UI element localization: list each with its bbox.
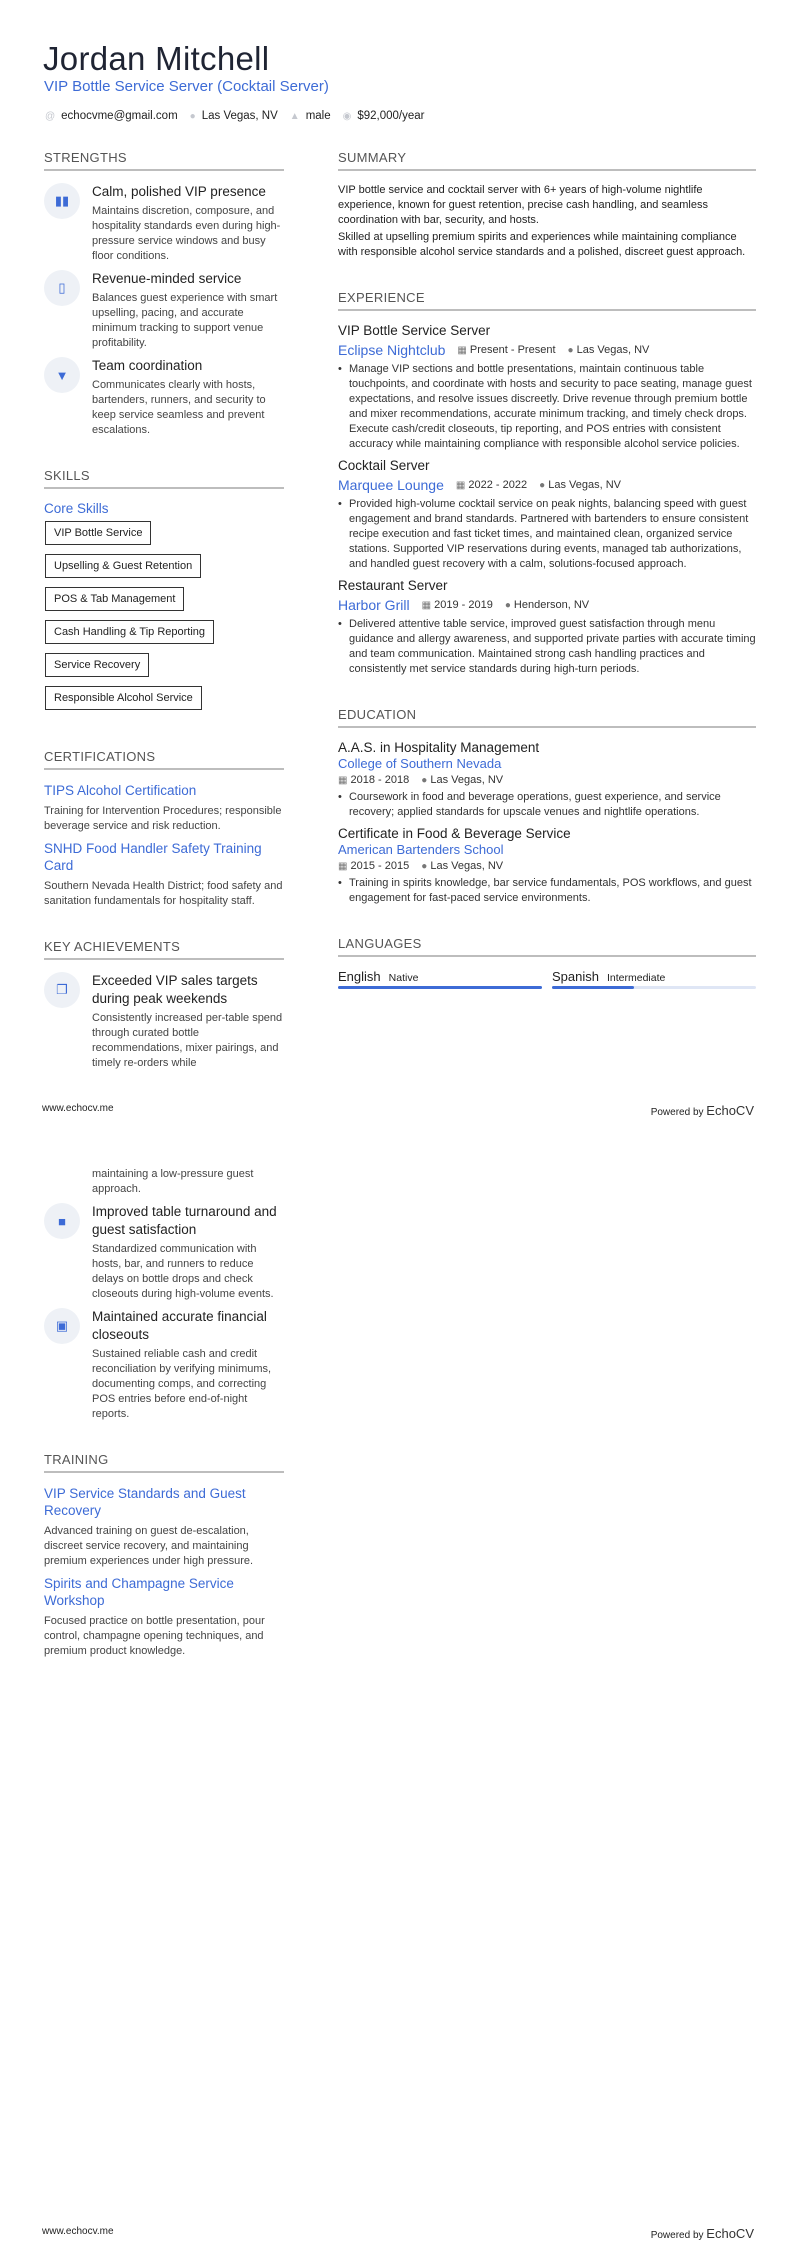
strength-title: Calm, polished VIP presence <box>92 184 266 199</box>
section-heading: SKILLS <box>44 468 284 489</box>
skill-tag: Upselling & Guest Retention <box>45 554 201 578</box>
map-pin-icon: ● <box>421 775 428 786</box>
achievement-item <box>44 1203 284 1302</box>
powered-by-text: Powered by <box>650 1107 704 1118</box>
job-title: Cocktail Server <box>338 458 430 473</box>
book-open-icon: ▮▮ <box>44 183 80 219</box>
summary-paragraph: Skilled at upselling premium spirits and experiences while maintaining compliance with responsible alcohol service standards and a polished, discreet guest approach. <box>338 231 746 258</box>
proficiency-bar <box>552 986 756 989</box>
job-location: Las Vegas, NV <box>548 479 621 491</box>
achievement-item <box>44 1308 284 1422</box>
training-section <box>44 1452 284 1659</box>
job-bullet: • Delivered attentive table service, improved guest satisfaction through menu guidance and allergy awareness, and supported private parties with accurate timing and team communication. Maintained strong cash handling practices and consistently met service standards during high-turn periods. <box>338 617 756 677</box>
contact-text: $92,000/year <box>357 110 425 122</box>
section-heading: SUMMARY <box>338 150 756 171</box>
strength-item <box>44 270 284 351</box>
job-dates: Present - Present <box>469 344 556 356</box>
experience-section <box>338 290 756 677</box>
proficiency-fill <box>552 986 634 989</box>
education-bullet: • Training in spirits knowledge, bar service fundamentals, POS workflows, and guest engagement for fast-paced service environments. <box>338 876 756 906</box>
calendar-icon: ▦ <box>338 775 348 786</box>
comment-icon: ▼ <box>44 357 80 393</box>
certification-desc: Southern Nevada Health District; food safety and sanitation fundamentals for hospitality staff. <box>44 880 283 907</box>
company-name: Harbor Grill <box>338 597 410 613</box>
certification-title: SNHD Food Handler Safety Training Card <box>44 841 262 873</box>
job-bullet: • Provided high-volume cocktail service on peak nights, balancing speed with guest engagement and brand standards. Partnered with bartenders to ensure consistent recipe execution and fast ticket times, and maintained clean, organized service stations. Supported VIP reservations during events, managed tab authorizations, and handled guest recovery with a calm, solutions-focused approach. <box>338 497 756 572</box>
job-entry <box>338 578 756 677</box>
education-bullet: • Coursework in food and beverage operations, guest experience, and service recovery; applied standards for upscale venues and nightlife operations. <box>338 790 756 820</box>
language-item <box>552 969 756 989</box>
certifications-section <box>44 749 284 909</box>
skill-tag: Cash Handling & Tip Reporting <box>45 620 214 644</box>
contact-item <box>190 110 278 122</box>
training-desc: Advanced training on guest de-escalation, discreet service recovery, and maintaining premium experiences under high pressure. <box>44 1525 254 1567</box>
section-heading: LANGUAGES <box>338 936 756 957</box>
job-title: VIP Bottle Service Server (Cocktail Server) <box>44 78 329 95</box>
page-2 <box>0 1123 794 2246</box>
training-title: Spirits and Champagne Service Workshop <box>44 1576 234 1608</box>
section-heading: TRAINING <box>44 1452 284 1473</box>
calendar-icon: ▦ <box>457 345 467 356</box>
strength-desc: Maintains discretion, composure, and hospitality standards even during high-pressure service windows and busy floor conditions. <box>92 205 281 262</box>
section-heading: EDUCATION <box>338 707 756 728</box>
degree: A.A.S. in Hospitality Management <box>338 740 540 755</box>
contact-row <box>45 110 425 122</box>
summary-section <box>338 150 756 260</box>
footer-powered <box>651 1103 754 1118</box>
strength-desc: Balances guest experience with smart upselling, pacing, and accurate minimum tracking to support venue profitability. <box>92 292 278 349</box>
achievement-desc: Standardized communication with hosts, bar, and runners to reduce delays on bottle drops and check closeouts during high-volume events. <box>92 1243 274 1300</box>
summary-paragraph: VIP bottle service and cocktail server with 6+ years of high-volume nightlife experience, known for guest retention, precise cash handling, and seamless coordination with bar, security, and hosts. <box>338 184 708 226</box>
skill-tag: VIP Bottle Service <box>45 521 151 545</box>
language-level: Intermediate <box>606 972 666 984</box>
left-column <box>44 1167 284 1685</box>
skills-section <box>44 468 284 719</box>
skill-group-title: Core Skills <box>44 501 109 516</box>
calendar-icon: ▦ <box>455 480 466 491</box>
file-icon: ■ <box>44 1203 80 1239</box>
proficiency-fill <box>338 986 542 989</box>
school-name: College of Southern Nevada <box>338 756 502 771</box>
footer-site-link[interactable]: www.echocv.me <box>42 1103 114 1114</box>
contact-text: Las Vegas, NV <box>201 110 278 122</box>
money-icon: ◉ <box>342 110 352 122</box>
job-title: VIP Bottle Service Server <box>338 323 491 338</box>
section-heading: KEY ACHIEVEMENTS <box>44 939 284 960</box>
clipboard-icon: ❐ <box>44 972 80 1008</box>
contact-text: male <box>305 110 331 122</box>
section-heading: CERTIFICATIONS <box>44 749 284 770</box>
job-entry <box>338 458 756 572</box>
school-name: American Bartenders School <box>338 842 504 857</box>
brand-logo: EchoCV <box>706 1103 754 1118</box>
achievement-desc: Consistently increased per-table spend through curated bottle recommendations, mixer pairings, and timely re-orders while <box>92 1012 283 1069</box>
mobile-icon: ▯ <box>44 270 80 306</box>
footer-site-link[interactable]: www.echocv.me <box>42 2226 114 2237</box>
job-dates: 2022 - 2022 <box>468 479 528 491</box>
job-bullet: • Manage VIP sections and bottle presentations, maintain continuous table touchpoints, and coordinate with hosts and security to pace seating, manage guest expectations, and resolve issues discreetly. Drive revenue through premium bottle and mixer recommendations, accurate minimum tracking, and timely check drops. Execute cash/credit closeouts, tip reporting, and POS entries with consistent accuracy while maintaining compliance with responsible alcohol service policies. <box>338 362 756 452</box>
section-heading: STRENGTHS <box>44 150 284 171</box>
strength-title: Team coordination <box>92 358 203 373</box>
left-column <box>44 150 284 1097</box>
map-pin-icon: ● <box>421 861 428 872</box>
certification-desc: Training for Intervention Procedures; responsible beverage service and risk reduction. <box>44 805 282 832</box>
strength-item <box>44 357 284 438</box>
job-dates: 2019 - 2019 <box>434 599 493 611</box>
user-icon: ▲ <box>289 110 300 122</box>
company-name: Marquee Lounge <box>338 477 444 493</box>
contact-text: echocvme@gmail.com <box>61 110 178 122</box>
achievement-title: Maintained accurate financial closeouts <box>92 1309 267 1342</box>
strength-item <box>44 183 284 264</box>
certification-title: TIPS Alcohol Certification <box>44 783 197 798</box>
right-column <box>338 150 756 1015</box>
education-entry <box>338 826 756 906</box>
skill-tag: Service Recovery <box>45 653 149 677</box>
achievement-desc: maintaining a low-pressure guest approach. <box>92 1168 254 1195</box>
skill-tag: POS & Tab Management <box>45 587 184 611</box>
training-title: VIP Service Standards and Guest Recovery <box>44 1486 246 1518</box>
company-name: Eclipse Nightclub <box>338 342 446 358</box>
language-name: English <box>338 969 381 984</box>
strength-desc: Communicates clearly with hosts, bartenders, runners, and security to keep service seamless and prevent escalations. <box>92 379 266 436</box>
skill-tag: Responsible Alcohol Service <box>45 686 202 710</box>
training-desc: Focused practice on bottle presentation, pour control, champagne opening techniques, and premium product knowledge. <box>44 1615 265 1657</box>
strength-title: Revenue-minded service <box>92 271 242 286</box>
powered-by-text: Powered by <box>650 2230 704 2241</box>
strengths-section <box>44 150 284 438</box>
contact-item <box>343 110 425 122</box>
section-heading: EXPERIENCE <box>338 290 756 311</box>
education-location: Las Vegas, NV <box>430 860 504 872</box>
education-location: Las Vegas, NV <box>430 774 504 786</box>
map-pin-icon: ● <box>567 345 574 356</box>
map-pin-icon: ● <box>504 600 511 611</box>
at-icon: @ <box>45 110 56 122</box>
language-level: Native <box>388 972 419 984</box>
map-pin-icon: ● <box>539 480 546 491</box>
candidate-name: Jordan Mitchell <box>43 40 270 77</box>
footer-powered <box>651 2226 754 2241</box>
education-dates: 2015 - 2015 <box>350 860 410 872</box>
achievements-section <box>44 939 284 1071</box>
language-item <box>338 969 542 989</box>
comments-icon: ▣ <box>44 1308 80 1344</box>
map-pin-icon: ● <box>189 110 196 122</box>
contact-item <box>45 110 178 122</box>
achievement-desc: Sustained reliable cash and credit reconciliation by verifying minimums, documenting comps, and correcting POS entries before end-of-night reports. <box>92 1348 272 1420</box>
contact-item <box>290 110 331 122</box>
achievement-item <box>44 972 284 1071</box>
proficiency-bar <box>338 986 542 989</box>
job-title: Restaurant Server <box>338 578 448 593</box>
brand-logo: EchoCV <box>706 2226 754 2241</box>
languages-section <box>338 936 756 989</box>
language-name: Spanish <box>552 969 599 984</box>
calendar-icon: ▦ <box>338 861 348 872</box>
education-dates: 2018 - 2018 <box>350 774 410 786</box>
degree: Certificate in Food & Beverage Service <box>338 826 571 841</box>
achievement-item-continued <box>44 1167 284 1197</box>
education-section <box>338 707 756 906</box>
achievement-title: Improved table turnaround and guest satisfaction <box>92 1204 277 1237</box>
education-entry <box>338 740 756 820</box>
job-location: Las Vegas, NV <box>576 344 650 356</box>
achievement-title: Exceeded VIP sales targets during peak weekends <box>92 973 258 1006</box>
job-location: Henderson, NV <box>513 599 590 611</box>
calendar-icon: ▦ <box>421 600 432 611</box>
job-entry <box>338 323 756 452</box>
